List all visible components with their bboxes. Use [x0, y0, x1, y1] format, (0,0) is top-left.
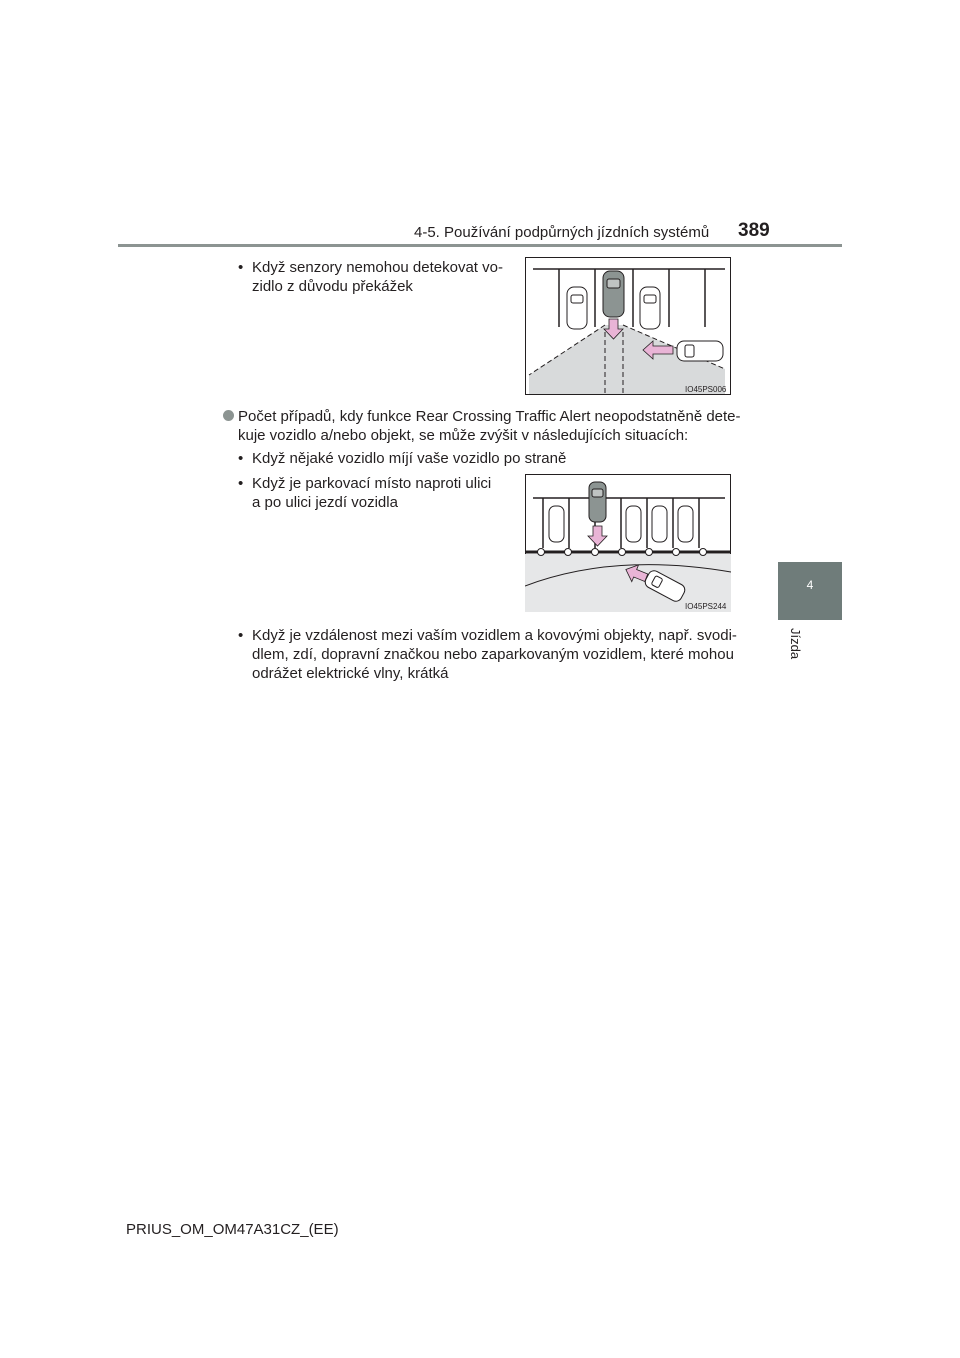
bullet-marker: • [238, 450, 244, 467]
bullet4-line2: dlem, zdí, dopravní značkou nebo zaparkovaným vozidlem, které mohou [252, 646, 734, 663]
bullet3-line2: a po ulici jezdí vozidla [252, 494, 398, 511]
figure2-code: IO45PS244 [685, 602, 727, 611]
bullet4-line1: Když je vzdálenost mezi vaším vozidlem a kovovými objekty, např. svodi- [252, 627, 737, 644]
bullet-marker: • [238, 627, 244, 644]
bullet-marker: • [238, 259, 244, 276]
page-number: 389 [738, 220, 770, 241]
bullet-marker: • [238, 475, 244, 492]
chapter-label: Jízda [788, 628, 803, 660]
bullet2-line1: Když nějaké vozidlo míjí vaše vozidlo po straně [252, 450, 567, 467]
figure-street-parking [525, 474, 731, 612]
chapter-number: 4 [806, 578, 814, 592]
bullet1-line1: Když senzory nemohou detekovat vo- [252, 259, 503, 276]
figure-sensor-obstruction [525, 257, 731, 395]
bullet3-line1: Když je parkovací místo naproti ulici [252, 475, 492, 492]
point-dot-icon [223, 410, 234, 421]
document-code: PRIUS_OM_OM47A31CZ_(EE) [126, 1221, 339, 1238]
bullet1-line2: zidlo z důvodu překážek [252, 278, 413, 295]
bullet4-line3: odrážet elektrické vlny, krátká [252, 665, 449, 682]
section-title: 4-5. Používání podpůrných jízdních systémů [414, 224, 710, 241]
main-point-line1: Počet případů, kdy funkce Rear Crossing Traffic Alert neopodstatněně dete- [238, 408, 741, 425]
main-point-line2: kuje vozidlo a/nebo objekt, se může zvýšit v následujících situacích: [238, 427, 689, 444]
header-divider [118, 244, 842, 247]
figure1-code: IO45PS006 [685, 385, 727, 394]
